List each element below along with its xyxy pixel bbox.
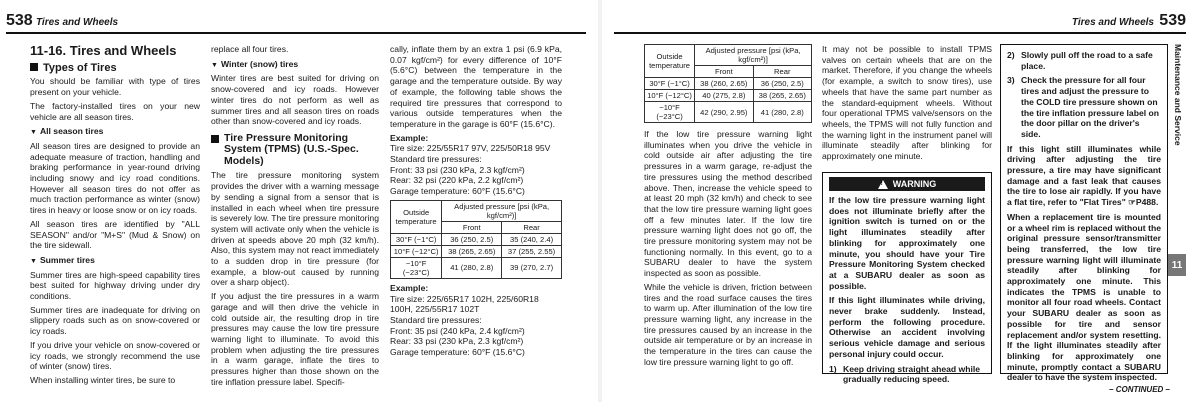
warning-step: 1) Keep driving straight ahead while gradually reducing speed. — [829, 363, 981, 385]
paragraph: You should be familiar with type of tires present on your vehicle. — [30, 76, 200, 98]
warning-paragraph: If the low tire pressure warning light does not illuminate briefly after the ignition switch is turned on or the light illuminates steadily after blinking for approximately one minute, you should have your Tire Pressure Monitoring System checked at a SUBARU dealer as soon as possible. — [829, 195, 985, 291]
right-column-2 — [822, 44, 992, 165]
table-cell: 10°F (−12°C) — [391, 245, 442, 257]
table-header: Adjusted pressure [psi (kPa, kgf/cm²)] — [695, 45, 812, 66]
chapter-sidebar — [1168, 40, 1186, 340]
warning-step: 3) Check the pressure for all four tires and adjust the pressure to the COLD tire pressure shown on the tire inflation pressure label on the door pillar on the driver's side. — [1007, 75, 1160, 139]
warning-paragraph: If this light illuminates while driving, never brake suddenly. Instead, perform the following procedure. Otherwise an accident involving serious vehicle damage and serious personal injury could occur. — [829, 295, 985, 359]
table-header: Front — [695, 66, 753, 78]
table-header: Outside temperature — [391, 200, 442, 233]
table-header: Rear — [753, 66, 811, 78]
paragraph: When installing winter tires, be sure to — [30, 374, 176, 385]
table-cell: 38 (265, 2.65) — [442, 245, 502, 257]
chapter-label: Maintenance and Service — [1173, 44, 1183, 146]
paragraph: The tire pressure monitoring system provides the driver with a warning message by sending a signal from a sensor that is installed in each wheel when tire pressure is severely low. The tire pressure monitoring system will activate only when the vehicle is driven at speeds above 20 mph (32 km/h). Also, this system may not react immediately to a sudden drop in tire pressure (for example, a blow-out caused by running over a sharp object). — [211, 170, 379, 288]
paragraph: All season tires are designed to provide an adequate measure of traction, handling and braking performance in year-round driving including snowy and icy road conditions. However all season tires do not offer as much traction performance as winter (snow) tires in heavy or loose snow or on icy roads. — [30, 140, 200, 216]
table-cell: −10°F (−23°C) — [645, 102, 695, 123]
table-row — [645, 90, 812, 102]
table-cell: 39 (270, 2.7) — [502, 257, 562, 278]
triangle-down-icon: ▼ — [211, 61, 218, 69]
example-label: Example: — [390, 282, 429, 293]
warning-triangle-icon: ! — [878, 180, 888, 189]
warning-continued-box — [1000, 44, 1168, 383]
warning-box — [822, 172, 992, 385]
table-row — [391, 245, 562, 257]
table-cell: 30°F (−1°C) — [391, 233, 442, 245]
heading-all-season-tires: ▼ All season tires — [30, 126, 104, 137]
heading-types-of-tires: Types of Tires — [30, 63, 200, 74]
chapter-tab: 11 — [1168, 254, 1186, 276]
example-line: Tire size: 225/55R17 97V, 225/50R18 95V — [390, 143, 551, 154]
table-cell: 35 (240, 2.4) — [502, 233, 562, 245]
paragraph: While the vehicle is driven, friction between tires and the road surface causes the tires to warm up. After illumination of the low tire pressure warning light, any increase in the tire pressures caused by an increase in the outside air temperature or by an increase in the temperature in the tires can cause the low tire pressure warning light to go off. — [644, 281, 812, 367]
table-header: Front — [442, 221, 502, 233]
right-column-1 — [644, 44, 812, 370]
warning-paragraph: When a replacement tire is mounted or a wheel rim is replaced without the original pressure sensor/transmitter being transferred, the low tire pressure warning light will illuminate steadily after blinking for approximately one minute. This indicates the TPMS is unable to monitor all four road wheels. Contact your SUBARU dealer as soon as possible for tire and sensor replacement and/or system resetting. If the light illuminates steadily after blinking for approximately one minute, promptly contact a SUBARU dealer to have the system inspected. — [1007, 211, 1161, 383]
example-line: Standard tire pressures: — [390, 314, 482, 325]
warning-body — [823, 195, 991, 385]
right-page — [602, 0, 1200, 402]
table-row — [391, 257, 562, 278]
paragraph: If you adjust the tire pressures in a warm garage and will then drive the vehicle in cold outside air, the resulting drop in tire pressures may cause the low tire pressure warning light to illuminate. To avoid this problem when adjusting the tire pressures in a warm garage, inflate the tires to pressures higher than those shown on the tire inflation pressure label. Specifi- — [211, 291, 379, 387]
left-column-1 — [30, 44, 200, 389]
table-row — [645, 78, 812, 90]
example-line: Rear: 32 psi (220 kPa, 2.2 kgf/cm²) — [390, 175, 524, 186]
paragraph: Summer tires are high-speed capability tires best suited for highway driving under dry conditions. — [30, 269, 200, 302]
example-line: Tire size: 225/65R17 102H, 225/60R18 100H, 225/55R17 102T — [390, 293, 539, 315]
example-line: Front: 33 psi (230 kPa, 2.3 kgf/cm²) — [390, 164, 525, 175]
pressure-table — [644, 44, 812, 123]
example-line: Rear: 33 psi (230 kPa, 2.3 kgf/cm²) — [390, 336, 524, 347]
warning-header: ! WARNING — [829, 177, 985, 191]
table-cell: 36 (250, 2.5) — [442, 233, 502, 245]
example-line: Garage temperature: 60°F (15.6°C) — [390, 347, 525, 358]
page-number: 539 — [1159, 12, 1186, 29]
table-cell: 41 (280, 2.8) — [442, 257, 502, 278]
left-column-3 — [390, 44, 562, 358]
running-header-title: Tires and Wheels — [1071, 17, 1154, 28]
square-bullet-icon — [30, 63, 38, 71]
paragraph: Winter tires are best suited for driving on snow-covered and icy roads. However winter tires do not perform as well as summer tires and all season tires on roads other than snow-covered and icy roads. — [211, 73, 379, 127]
heading-tpms: Tire Pressure Monitoring System (TPMS) (U.S.-Spec. Models) — [211, 133, 379, 168]
square-bullet-icon — [211, 135, 219, 143]
table-row — [645, 102, 812, 123]
example-line: Standard tire pressures: — [390, 154, 482, 165]
warning-paragraph: If this light still illuminates while driving after adjusting the tire pressure, a tire may have significant damage and a fast leak that causes the tire to lose air rapidly. If you have a flat tire, refer to "Flat Tires" ☞P488. — [1007, 143, 1161, 208]
triangle-down-icon: ▼ — [30, 129, 37, 137]
table-cell: 36 (250, 2.5) — [753, 78, 811, 90]
paragraph: It may not be possible to install TPMS valves on certain wheels that are on the market. Therefore, if you change the wheels (for example, a switch to snow tires), use wheels that have the same part number as the standard-equipment wheels. Without four operational TPMS valve/sensors on the wheels, the TPMS will not fully function and the warning light in the instrument panel will illuminate steadily after blinking for approximately one minute. — [822, 44, 992, 162]
warning-body-continued — [1001, 45, 1167, 383]
continued-label: – CONTINUED – — [1109, 385, 1170, 394]
warning-step: 2) Slowly pull off the road to a safe place. — [1007, 50, 1153, 71]
left-column-2 — [211, 44, 379, 390]
paragraph: cally, inflate them by an extra 1 psi (6.9 kPa, 0.07 kgf/cm²) for every difference of 10°F (5.6°C) between the temperature in the garage and the temperature outside. By way of example, the following table shows the required tire pressures that correspond to various outside temperatures when the temperature in the garage is 60°F (15.6°C). — [390, 44, 562, 129]
section-title: 11-16. Tires and Wheels — [30, 43, 177, 58]
table-cell: −10°F (−23°C) — [391, 257, 442, 278]
heading-summer-tires: ▼ Summer tires — [30, 254, 95, 265]
table-header: Adjusted pressure [psi (kPa, kgf/cm²)] — [442, 200, 562, 221]
table-header: Rear — [502, 221, 562, 233]
running-header-title: Tires and Wheels — [36, 17, 119, 28]
table-cell: 38 (265, 2.65) — [753, 90, 811, 102]
left-page — [0, 0, 598, 402]
left-page-header — [6, 8, 586, 34]
paragraph: Summer tires are inadequate for driving on slippery roads such as on snow-covered or icy roads. — [30, 304, 200, 337]
table-row — [391, 233, 562, 245]
table-cell: 30°F (−1°C) — [645, 78, 695, 90]
pressure-table — [390, 200, 562, 279]
triangle-down-icon: ▼ — [30, 257, 37, 265]
paragraph: All season tires are identified by "ALL SEASON" and/or "M+S" (Mud & Snow) on the tire sidewall. — [30, 218, 200, 251]
table-cell: 10°F (−12°C) — [645, 90, 695, 102]
table-cell: 42 (290, 2.95) — [695, 102, 753, 123]
page-number: 538 — [6, 12, 33, 29]
paragraph: If you drive your vehicle on snow-covered or icy roads, we strongly recommend the use of winter (snow) tires. — [30, 339, 200, 372]
table-header: Outside temperature — [645, 45, 695, 78]
heading-winter-tires: ▼ Winter (snow) tires — [211, 58, 299, 69]
paragraph: The factory-installed tires on your new vehicle are all season tires. — [30, 100, 200, 122]
table-cell: 40 (275, 2.8) — [695, 90, 753, 102]
right-page-header — [614, 8, 1186, 34]
example-line: Garage temperature: 60°F (15.6°C) — [390, 186, 525, 197]
example-line: Front: 35 psi (240 kPa, 2.4 kgf/cm²) — [390, 325, 525, 336]
paragraph: replace all four tires. — [211, 44, 289, 54]
example-label: Example: — [390, 132, 429, 143]
paragraph: If the low tire pressure warning light illuminates when you drive the vehicle in cold outside air after adjusting the tire pressures in a warm garage, re-adjust the tire pressures using the method described above. Then, increase the vehicle speed to at least 20 mph (32 km/h) and check to see that the low tire pressure warning light goes off a few minutes later. If the low tire pressure warning light does not go off, the tire pressure monitoring system may not be functioning normally. In this event, go to a SUBARU dealer to have the system inspected as soon as possible. — [644, 129, 812, 279]
table-cell: 37 (255, 2.55) — [502, 245, 562, 257]
table-cell: 41 (280, 2.8) — [753, 102, 811, 123]
table-cell: 38 (260, 2.65) — [695, 78, 753, 90]
